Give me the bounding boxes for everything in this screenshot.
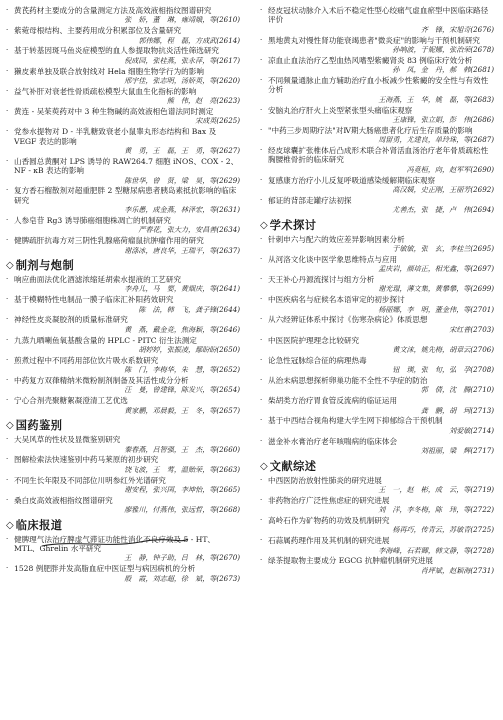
entry-authors: 王海燕，王 华，姚 磊，等(2683) (378, 94, 494, 104)
entry-authors: 郭伟娜，程 磊，方成武(2614) (138, 35, 240, 45)
toc-entry[interactable] (6, 87, 240, 106)
toc-entry[interactable] (260, 496, 494, 515)
entry-title: 中医疾病名与症候名本语审定的初步探讨 (268, 295, 405, 305)
entry-authors: 高汉媛，史正刚，王丽芳(2692) (392, 185, 494, 195)
entry-title: 针刺申六与配六的效应差异影响因素分析 (268, 234, 405, 244)
toc-entry[interactable] (260, 336, 494, 355)
entry-title: 基于转基因斑马鱼炎症模型的血人参提取物抗炎活性筛选研究 (14, 46, 220, 56)
toc-entry[interactable] (260, 376, 494, 395)
entry-authors: 宋红普(2703) (449, 324, 494, 334)
bullet-icon: · (260, 376, 263, 385)
toc-entry[interactable] (6, 535, 240, 563)
section-title: 临床报道 (15, 518, 63, 532)
toc-entry[interactable] (260, 76, 494, 104)
section-heading (260, 219, 494, 232)
diamond-icon: ◇ (260, 460, 268, 472)
toc-entry[interactable] (6, 455, 240, 474)
entry-authors: 张 娇，董 琳，雍靖娥，等(2610) (124, 15, 240, 25)
toc-entry[interactable] (260, 255, 494, 274)
bullet-icon: · (6, 275, 9, 284)
entry-authors: 邢宇佳，张志明，汤娇英，等(2620) (124, 76, 240, 86)
entry-authors: 严春花，张大力，安昌善(2634) (138, 225, 240, 235)
toc-entry[interactable] (260, 536, 494, 555)
toc-entry[interactable] (260, 315, 494, 334)
entry-authors: 黄文沫，姚先梅，胡章云(2706) (392, 345, 494, 355)
diamond-icon: ◇ (6, 420, 14, 432)
entry-title: 黑地黄丸对慢性肾功能衰竭患者"微炎症"的影响与干预机制研究 (268, 35, 481, 45)
section-title: 学术探讨 (269, 218, 317, 232)
bullet-icon: · (6, 156, 9, 165)
entry-title: 不同频量通脉止血方辅助治疗血小板减少性紫癜的安全性与有效性分析 (268, 76, 489, 95)
bullet-icon: · (6, 186, 9, 195)
toc-entry[interactable] (260, 36, 494, 55)
entry-title: 绿茶提取物主要成分 EGCG 抗肿瘤机制研究进展 (268, 556, 433, 566)
entry-title: 基于中西结合视角构建大学生网下抑郁综合干预机制 (268, 416, 443, 426)
bullet-icon: · (260, 436, 263, 445)
bullet-icon: · (6, 335, 9, 344)
entry-title: 神经性皮炎凝胶剂的质量标准研究 (14, 315, 128, 325)
entry-title: 凉血止血法治疗乙型血热风嗜型紫癜肾炎 83 例临床疗效分析 (268, 55, 473, 65)
entry-authors: 李乐愚，成金燕，林泽宏，等(2631) (124, 205, 240, 215)
toc-entry[interactable] (260, 295, 494, 314)
entry-authors: 廖雅川，付燕伟，张远哲，等(2668) (124, 505, 240, 515)
bullet-icon: · (260, 475, 263, 484)
section-heading (6, 419, 240, 432)
entry-authors: 齐 锋，宋旭奇(2676) (420, 24, 494, 34)
toc-entry[interactable] (260, 56, 494, 75)
section-heading (6, 519, 240, 532)
entry-authors: 倪成园，张桂燕，张永萍，等(2617) (124, 55, 240, 65)
entry-title: 不同生长年限及不同部位川明参红外光谱研究 (14, 475, 166, 485)
bullet-icon: · (260, 254, 263, 263)
section-title: 国药鉴别 (15, 419, 63, 433)
entry-title: 中西医防治放射性肺炎的研究进展 (268, 475, 382, 485)
bullet-icon: · (260, 556, 263, 565)
toc-entry[interactable] (6, 275, 240, 294)
bullet-icon: · (6, 66, 9, 75)
toc-entry[interactable] (6, 564, 240, 583)
bullet-icon: · (260, 396, 263, 405)
entry-authors: 黄 燕，戴金竞，焦海颖，等(2646) (124, 324, 240, 334)
entry-title: 1528 例肥胖并发高脂血症中医证型与病因病机的分析 (14, 564, 196, 574)
bullet-icon: · (260, 275, 263, 284)
entry-authors: 周留勇，尤建良，单玲珠，等(2687) (378, 135, 494, 145)
entry-authors: 杨再巧，传青云，苏敏青(2725) (392, 525, 494, 535)
entry-title: 中药复方双葎精纳米微粉制剂制备及其活性成分分析 (14, 376, 189, 386)
toc-entry[interactable] (260, 126, 494, 145)
bullet-icon: · (260, 146, 263, 155)
entry-title: 党参水提物对 D - 半乳糖致衰老小鼠睾丸形态结构和 Bax 及 VEGF 表达的影响 (14, 127, 217, 146)
entry-authors: 李舟儿，马 婴，黄烟庆，等(2641) (124, 284, 240, 294)
bullet-icon: · (6, 127, 9, 136)
entry-title: 复方香石榴散剂对超重肥胖 2 型糖尿病患者胰岛素抵抗影响的临床研究 (14, 186, 237, 205)
toc-entry[interactable] (260, 556, 494, 575)
bullet-icon: · (260, 295, 263, 304)
bullet-icon: · (6, 455, 9, 464)
bullet-icon: · (6, 475, 9, 484)
entry-authors: 尤善杰，张 捷，卢 伟(2694) (392, 205, 494, 215)
bullet-icon: · (260, 234, 263, 243)
toc-entry[interactable] (260, 416, 494, 435)
toc-entry[interactable] (6, 107, 240, 126)
bullet-icon: · (6, 295, 9, 304)
entry-title: 响应曲面法优化酒滤浓缩延胡索水提液的工艺研究 (14, 275, 182, 285)
toc-entry[interactable] (260, 176, 494, 195)
bullet-icon: · (260, 416, 263, 425)
toc-entry[interactable] (6, 376, 240, 395)
bullet-icon: · (6, 236, 9, 245)
entry-authors: 黄家鹏，邓晨毅，王 冬，等(2657) (124, 405, 240, 415)
entry-authors: 宋成英(2625) (195, 116, 240, 126)
entry-title: 天王补心丹源流探讨与组方分析 (268, 275, 375, 285)
section-heading (260, 460, 494, 473)
toc-entry[interactable] (6, 295, 240, 314)
toc-entry[interactable] (6, 315, 240, 334)
bullet-icon: · (260, 35, 263, 44)
bullet-icon: · (260, 105, 263, 114)
toc-entry[interactable] (6, 236, 240, 255)
bullet-icon: · (260, 6, 263, 14)
bullet-icon: · (6, 534, 9, 543)
entry-title: 经皮冠状动脉介入术后不稳定性型心绞痛气虚血瘀型中医临床路径评价 (268, 6, 489, 25)
bullet-icon: · (260, 195, 263, 204)
toc-entry[interactable] (6, 396, 240, 415)
entry-title: 人参皂苷 Rg3 诱导肺癌细胞株凋亡的机制研究 (14, 216, 171, 226)
entry-authors: 冯竟桓，向，赵军军(2690) (406, 164, 494, 174)
toc-entry[interactable] (260, 275, 494, 294)
bullet-icon: · (260, 355, 263, 364)
entry-authors: 王康锋，张立娟，彭 伟(2686) (392, 115, 494, 125)
toc-entry[interactable] (6, 216, 240, 235)
bullet-icon: · (260, 125, 263, 134)
toc-entry[interactable] (260, 106, 494, 125)
diamond-icon: ◇ (6, 519, 14, 531)
entry-title: 中医医院护理理念比较研究 (268, 335, 360, 345)
toc-entry[interactable] (6, 435, 240, 454)
entry-title: 从治未病思想探析卵巢功能不全性不孕症的防治 (268, 376, 428, 386)
bullet-icon: · (6, 435, 9, 444)
entry-title: 獭皮素单独及联合放射线对 Hela 细胞生物学行为的影响 (14, 66, 204, 76)
entry-authors: 杨丽娜，李 明，董金伟，等(2701) (378, 304, 494, 314)
entry-authors: 陈 门，李梅华，朱 慧，等(2652) (124, 365, 240, 375)
entry-authors: 刘祖丽，梁 辉(2717) (420, 446, 494, 456)
toc-entry[interactable] (6, 157, 240, 185)
entry-title: 高岭石作为矿物药的功效及机制研究 (268, 515, 390, 525)
left-column (6, 6, 240, 584)
section-title: 制剂与炮制 (15, 259, 75, 273)
toc-entry[interactable] (260, 437, 494, 456)
entry-title: 基于模糊特性电制品一膜子临床汇补阳药效研究 (14, 295, 174, 305)
bullet-icon: · (6, 6, 9, 14)
bullet-icon: · (260, 76, 263, 85)
entry-authors: 王 一，赵 彬，成 云，等(2719) (378, 484, 494, 494)
toc-entry[interactable] (260, 396, 494, 415)
toc-entry[interactable] (6, 336, 240, 355)
section-heading (6, 259, 240, 272)
bullet-icon: · (6, 26, 9, 35)
entry-authors: 陈 法，韩 飞，龚子锋(2644) (138, 304, 240, 314)
bullet-icon: · (6, 107, 9, 116)
section-title: 文献综述 (269, 459, 317, 473)
entry-title: 桑白皮高效液相指纹图谱研究 (14, 495, 113, 505)
bullet-icon: · (6, 564, 9, 573)
entry-authors: 陈世华，曾 贤，梁 昊，等(2629) (124, 175, 240, 185)
entry-title: 益气补肝对衰老性骨质疏松模型大鼠血生化指标的影响 (14, 86, 197, 96)
toc-entry[interactable] (6, 186, 240, 214)
toc-entry[interactable] (6, 26, 240, 45)
bullet-icon: · (260, 55, 263, 64)
entry-title: 大吴风草的性状及显微鉴别研究 (14, 435, 121, 445)
entry-authors: 刘爱敏(2714) (449, 425, 494, 435)
entry-authors: 钮 瑛，张 旬，弘 孕(2708) (392, 365, 494, 375)
bullet-icon: · (260, 515, 263, 524)
entry-title: 黄连 - 吴茱萸药对中 3 种生物碱的高效液相色谱法同时测定 (14, 107, 214, 117)
entry-title: 九蒸九晒喇鱼氧基酸含量的 HPLC - PITC 衍生法测定 (14, 335, 197, 345)
bullet-icon: · (6, 216, 9, 225)
entry-authors: 王 静，钟子助，吕 林，等(2670) (124, 553, 240, 563)
entry-authors: 饶飞波，王 莺，温贻荣，等(2663) (124, 464, 240, 474)
bullet-icon: · (6, 315, 9, 324)
toc-entry[interactable] (6, 127, 240, 155)
entry-authors: 谢安程，张兴国，李坤怡，等(2665) (124, 484, 240, 494)
bullet-icon: · (260, 315, 263, 324)
entry-authors: 孟庆岩，颜培正，相光鑫，等(2697) (378, 264, 494, 274)
entry-authors: 郭 倩，沈 腾(2710) (420, 385, 494, 395)
toc-entry[interactable] (260, 356, 494, 375)
bullet-icon: · (260, 495, 263, 504)
toc-entry[interactable] (6, 67, 240, 86)
bullet-icon: · (6, 46, 9, 55)
entry-authors: 胡婷婷，张振凌，鄢盼盼(2650) (138, 345, 240, 355)
entry-title: 郁证的背部走罐疗法初探 (268, 195, 352, 205)
entry-title: 山香圆总黄酮对 LPS 诱导的 RAW264.7 细胞 iNOS、COX - 2、NF - κB 表达的影响 (14, 156, 239, 176)
entry-title: 煎煮过程中不同药用部位饮片吸水系数研究 (14, 355, 159, 365)
entry-title: 安脑丸治疗肝火上炎型紧张型头痛临床观察 (268, 105, 413, 115)
bullet-icon: · (6, 355, 9, 364)
bullet-icon: · (260, 536, 263, 545)
bullet-icon: · (6, 495, 9, 504)
toc-entry[interactable] (260, 196, 494, 215)
toc-entry[interactable] (260, 476, 494, 495)
entry-authors: 汪 曼，曾建锋，陈发兴，等(2654) (124, 385, 240, 395)
entry-authors: 刘 洋，李冬梅，陈 玮，等(2722) (378, 505, 494, 515)
entry-title: 图解检索法快速鉴别中药马莱原的初步研究 (14, 455, 159, 465)
entry-authors: 李海峰，石若卿，韩文静，等(2728) (378, 545, 494, 555)
entry-title: 论急性冠脉综合征的病理热毒 (268, 355, 367, 365)
right-column (260, 6, 494, 577)
toc-entry[interactable] (260, 516, 494, 535)
toc-entry[interactable] (260, 6, 494, 34)
bullet-icon: · (260, 335, 263, 344)
entry-title: 健脾疏肝抗毒方对三阴性乳腺癌荷瘤鼠抗肿瘤作用的研究 (14, 236, 204, 246)
entry-title: 经皮球囊扩张椎体后凸成形术联合补肾活血汤治疗老年骨质疏松性胸腰椎骨折的临床研究 (268, 146, 489, 165)
entry-authors: 谢涤冰，唐良华，王瑞平，等(2637) (124, 245, 240, 255)
entry-authors: 肖坪斌，赵颖海(2731) (420, 565, 494, 575)
bullet-icon: · (260, 175, 263, 184)
entry-title: 从六经辨证体系中探讨《伤寒杂病论》体质思想 (268, 315, 428, 325)
entry-title: 复感康方治疗小儿反复呼吸道感染缓解期临床观察 (268, 175, 436, 185)
entry-title: "中药三步周期疗法"对Ⅳ期大肠癌患者化疗后生存质量的影响 (268, 125, 473, 135)
entry-title: 从河洛文化谈中医学象思维特点与应用 (268, 254, 398, 264)
entry-title: 宁心合剂壳聚糖絮凝澄清工艺优选 (14, 396, 128, 406)
toc-entry[interactable] (6, 476, 240, 495)
bullet-icon: · (6, 376, 9, 385)
entry-authors: 秦春燕，吕智强，王 杰，等(2660) (124, 444, 240, 454)
entry-authors: 孙响波，于妮娜，张治荣(2678) (392, 45, 494, 55)
entry-authors: 龚 鹏，胡 珂(2713) (420, 405, 494, 415)
bullet-icon: · (6, 86, 9, 95)
toc-entry[interactable] (6, 356, 240, 375)
entry-title: 石蒜属药理作用及其机制的研究进展 (268, 536, 390, 546)
toc-entry[interactable] (6, 6, 240, 25)
toc-entry[interactable] (260, 235, 494, 254)
entry-authors: 孙 凤，金 丹，郝 韩(2681) (392, 65, 494, 75)
bullet-icon: · (6, 396, 9, 405)
entry-title: 黄芪药材主要成分的含量测定方法及高效液相指纹图谱研究 (14, 6, 212, 15)
entry-title: 非药物治疗广泛性焦虑症的研究进展 (268, 495, 390, 505)
toc-entry[interactable] (260, 146, 494, 174)
entry-authors: 殷 霞，刘志超，徐 斌，等(2673) (124, 573, 240, 583)
entry-authors: 熊 伟，赵 亮(2623) (166, 96, 240, 106)
entry-title: 滋金补水膏治疗老年咳喘病的临床体会 (268, 436, 398, 446)
toc-entry[interactable] (6, 46, 240, 65)
entry-authors: 谢光璟，薄文集，黄攀攀，等(2699) (378, 284, 494, 294)
toc-entry[interactable] (6, 496, 240, 515)
diamond-icon: ◇ (260, 219, 268, 231)
entry-title: 柴胡类方治疗胃食管反流病的临证运用 (268, 396, 398, 406)
entry-title: 紫菀母根结构、主要药用成分积累部位及含量研究 (14, 26, 182, 36)
entry-authors: 黄 勇，王 磊，王 勇，等(2627) (124, 146, 240, 156)
entry-title: 健脾理气法治疗脾虚气滞证功能性消化不良疗效及 5 - HT、MTL、Ghrelin 水平研究 (14, 534, 215, 553)
diamond-icon: ◇ (6, 260, 14, 272)
entry-authors: 于敏敏，张 玄，李桂兰(2695) (392, 244, 494, 254)
